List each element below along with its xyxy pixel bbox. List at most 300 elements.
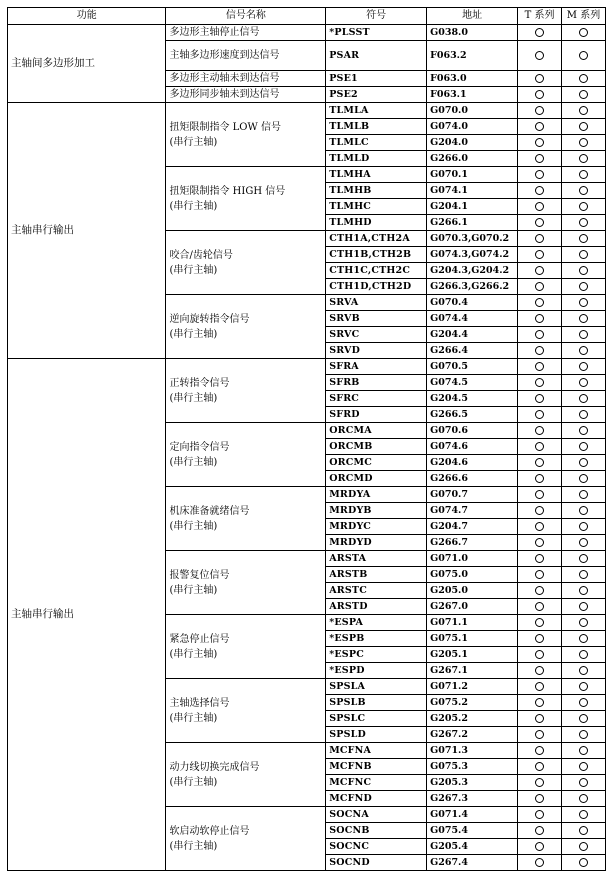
circle-mark-icon [579,650,588,659]
signal-name-cell [166,487,326,551]
symbol-cell: SPSLC [326,711,427,727]
table-row [8,359,606,375]
circle-mark-icon [535,442,544,451]
signal-name-line: 多边形同步轴未到达信号 [169,89,280,100]
symbol-cell: CTH1B,CTH2B [326,247,427,263]
circle-mark-icon [579,522,588,531]
m-series-cell [562,439,606,455]
address-cell: G070.7 [427,487,518,503]
address-cell: G267.0 [427,599,518,615]
symbol-cell: SPSLD [326,727,427,743]
m-series-cell [562,407,606,423]
function-cell: 主轴串行输出 [8,359,166,871]
circle-mark-icon [535,186,544,195]
m-series-cell [562,471,606,487]
circle-mark-icon [535,282,544,291]
circle-mark-icon [535,394,544,403]
t-series-cell [518,151,562,167]
m-series-cell [562,695,606,711]
t-series-cell [518,119,562,135]
t-series-cell [518,407,562,423]
circle-mark-icon [579,810,588,819]
address-cell: G070.0 [427,103,518,119]
m-series-cell [562,135,606,151]
symbol-cell: TLMHC [326,199,427,215]
address-cell: F063.2 [427,41,518,71]
address-cell: G074.7 [427,503,518,519]
circle-mark-icon [579,106,588,115]
header-function: 功能 [8,8,166,25]
circle-mark-icon [535,90,544,99]
symbol-cell: PSE2 [326,87,427,103]
address-cell: G071.1 [427,615,518,631]
circle-mark-icon [579,714,588,723]
signal-name-line: (串行主轴) [169,264,218,276]
circle-mark-icon [579,762,588,771]
symbol-cell: MCFND [326,791,427,807]
circle-mark-icon [579,122,588,131]
symbol-cell: ARSTD [326,599,427,615]
t-series-cell [518,311,562,327]
circle-mark-icon [579,234,588,243]
address-cell: G071.4 [427,807,518,823]
signal-name-line: 主轴多边形速度到达信号 [169,49,280,61]
circle-mark-icon [535,298,544,307]
t-series-cell [518,567,562,583]
circle-mark-icon [535,378,544,387]
symbol-cell: SFRC [326,391,427,407]
symbol-cell: TLMLD [326,151,427,167]
symbol-cell: ORCMC [326,455,427,471]
signal-name-line: 机床准备就绪信号 [169,505,250,517]
m-series-cell [562,615,606,631]
t-series-cell [518,231,562,247]
circle-mark-icon [579,826,588,835]
circle-mark-icon [535,618,544,627]
circle-mark-icon [579,218,588,227]
signal-name-line: 多边形主轴停止信号 [169,27,260,38]
signal-name-line: (串行主轴) [169,456,218,468]
t-series-cell [518,807,562,823]
address-cell: G071.0 [427,551,518,567]
t-series-cell [518,25,562,41]
t-series-cell [518,519,562,535]
t-series-cell [518,423,562,439]
circle-mark-icon [535,410,544,419]
signal-name-cell [166,359,326,423]
signal-name-line: (串行主轴) [169,392,218,404]
symbol-cell: TLMLC [326,135,427,151]
circle-mark-icon [579,698,588,707]
circle-mark-icon [579,490,588,499]
signal-name-line: (串行主轴) [169,328,218,340]
m-series-cell [562,423,606,439]
t-series-cell [518,695,562,711]
address-cell: G204.4 [427,327,518,343]
m-series-cell [562,567,606,583]
header-symbol: 符号 [326,8,427,25]
address-cell: G075.1 [427,631,518,647]
signal-name-cell [166,551,326,615]
address-cell: G070.5 [427,359,518,375]
circle-mark-icon [579,314,588,323]
address-cell: G075.4 [427,823,518,839]
address-cell: G070.4 [427,295,518,311]
circle-mark-icon [579,666,588,675]
symbol-cell: TLMHD [326,215,427,231]
symbol-cell: TLMHB [326,183,427,199]
t-series-cell [518,455,562,471]
address-cell: F063.0 [427,71,518,87]
symbol-cell: SPSLA [326,679,427,695]
t-series-cell [518,167,562,183]
circle-mark-icon [579,794,588,803]
address-cell: G266.1 [427,215,518,231]
m-series-cell [562,231,606,247]
t-series-cell [518,103,562,119]
circle-mark-icon [535,650,544,659]
function-cell: 主轴串行输出 [8,103,166,359]
circle-mark-icon [579,410,588,419]
address-cell: G266.6 [427,471,518,487]
address-cell: G205.1 [427,647,518,663]
t-series-cell [518,791,562,807]
t-series-cell [518,487,562,503]
address-cell: G266.3,G266.2 [427,279,518,295]
table-body [8,25,606,871]
symbol-cell: MCFNC [326,775,427,791]
m-series-cell [562,199,606,215]
signal-name-cell [166,25,326,41]
signal-name-line: 逆向旋转指令信号 [169,313,250,325]
m-series-cell [562,103,606,119]
signal-table [7,7,606,871]
address-cell: G074.3,G074.2 [427,247,518,263]
circle-mark-icon [579,378,588,387]
t-series-cell [518,439,562,455]
t-series-cell [518,247,562,263]
signal-name-cell [166,71,326,87]
circle-mark-icon [579,778,588,787]
circle-mark-icon [535,362,544,371]
address-cell: G205.0 [427,583,518,599]
address-cell: G266.0 [427,151,518,167]
address-cell: G204.6 [427,455,518,471]
symbol-cell: TLMHA [326,167,427,183]
circle-mark-icon [579,506,588,515]
address-cell: G205.3 [427,775,518,791]
m-series-cell [562,583,606,599]
circle-mark-icon [535,666,544,675]
t-series-cell [518,375,562,391]
symbol-cell: SFRB [326,375,427,391]
header-address: 地址 [427,8,518,25]
table-header-row [8,8,606,25]
t-series-cell [518,183,562,199]
symbol-cell: ARSTC [326,583,427,599]
t-series-cell [518,359,562,375]
address-cell: G204.3,G204.2 [427,263,518,279]
symbol-cell: MRDYC [326,519,427,535]
address-cell: G070.6 [427,423,518,439]
t-series-cell [518,631,562,647]
circle-mark-icon [535,762,544,771]
circle-mark-icon [579,346,588,355]
signal-name-cell [166,295,326,359]
circle-mark-icon [579,538,588,547]
circle-mark-icon [535,346,544,355]
circle-mark-icon [535,474,544,483]
circle-mark-icon [535,602,544,611]
circle-mark-icon [535,554,544,563]
m-series-cell [562,631,606,647]
address-cell: G267.1 [427,663,518,679]
m-series-cell [562,151,606,167]
m-series-cell [562,711,606,727]
m-series-cell [562,823,606,839]
m-series-cell [562,263,606,279]
circle-mark-icon [535,714,544,723]
circle-mark-icon [535,506,544,515]
circle-mark-icon [535,122,544,131]
circle-mark-icon [535,250,544,259]
m-series-cell [562,743,606,759]
m-series-cell [562,551,606,567]
circle-mark-icon [535,490,544,499]
symbol-cell: SOCNA [326,807,427,823]
address-cell: G074.0 [427,119,518,135]
t-series-cell [518,503,562,519]
table-row [8,103,606,119]
symbol-cell: TLMLB [326,119,427,135]
t-series-cell [518,135,562,151]
circle-mark-icon [535,426,544,435]
signal-name-line: 定向指令信号 [169,441,230,453]
t-series-cell [518,279,562,295]
circle-mark-icon [535,170,544,179]
m-series-cell [562,535,606,551]
circle-mark-icon [535,74,544,83]
circle-mark-icon [535,458,544,467]
signal-name-line: 软启动软停止信号 [169,825,250,837]
address-cell: G070.3,G070.2 [427,231,518,247]
m-series-cell [562,119,606,135]
circle-mark-icon [579,570,588,579]
circle-mark-icon [535,586,544,595]
signal-name-cell [166,743,326,807]
symbol-cell: ORCMD [326,471,427,487]
circle-mark-icon [535,730,544,739]
circle-mark-icon [579,154,588,163]
signal-name-cell [166,807,326,871]
circle-mark-icon [535,202,544,211]
m-series-cell [562,807,606,823]
m-series-cell [562,87,606,103]
circle-mark-icon [535,570,544,579]
circle-mark-icon [579,842,588,851]
address-cell: F063.1 [427,87,518,103]
t-series-cell [518,615,562,631]
address-cell: G071.3 [427,743,518,759]
t-series-cell [518,87,562,103]
symbol-cell: CTH1A,CTH2A [326,231,427,247]
circle-mark-icon [579,858,588,867]
symbol-cell: *ESPB [326,631,427,647]
m-series-cell [562,775,606,791]
t-series-cell [518,743,562,759]
circle-mark-icon [535,794,544,803]
t-series-cell [518,583,562,599]
symbol-cell: SRVB [326,311,427,327]
circle-mark-icon [579,602,588,611]
signal-name-cell [166,679,326,743]
circle-mark-icon [535,330,544,339]
symbol-cell: MCFNA [326,743,427,759]
circle-mark-icon [579,442,588,451]
signal-name-cell [166,41,326,71]
t-series-cell [518,199,562,215]
t-series-cell [518,215,562,231]
circle-mark-icon [579,186,588,195]
symbol-cell: PSE1 [326,71,427,87]
m-series-cell [562,727,606,743]
t-series-cell [518,41,562,71]
t-series-cell [518,295,562,311]
m-series-cell [562,839,606,855]
address-cell: G266.4 [427,343,518,359]
symbol-cell: ORCMB [326,439,427,455]
address-cell: G205.2 [427,711,518,727]
signal-name-line: (串行主轴) [169,520,218,532]
circle-mark-icon [579,202,588,211]
symbol-cell: PSAR [326,41,427,71]
circle-mark-icon [579,554,588,563]
address-cell: G070.1 [427,167,518,183]
signal-name-cell [166,103,326,167]
circle-mark-icon [535,698,544,707]
m-series-cell [562,183,606,199]
t-series-cell [518,823,562,839]
signal-name-line: (串行主轴) [169,648,218,660]
symbol-cell: MRDYD [326,535,427,551]
circle-mark-icon [579,746,588,755]
m-series-cell [562,295,606,311]
m-series-cell [562,599,606,615]
circle-mark-icon [579,458,588,467]
m-series-cell [562,71,606,87]
t-series-cell [518,679,562,695]
circle-mark-icon [535,522,544,531]
m-series-cell [562,503,606,519]
circle-mark-icon [535,746,544,755]
circle-mark-icon [535,154,544,163]
t-series-cell [518,647,562,663]
signal-name-line: (串行主轴) [169,200,218,212]
circle-mark-icon [579,586,588,595]
signal-name-line: 紧急停止信号 [169,633,230,645]
m-series-cell [562,167,606,183]
circle-mark-icon [579,298,588,307]
t-series-cell [518,391,562,407]
symbol-cell: SRVD [326,343,427,359]
circle-mark-icon [579,282,588,291]
symbol-cell: SFRA [326,359,427,375]
symbol-cell: *ESPC [326,647,427,663]
circle-mark-icon [535,634,544,643]
signal-name-line: (串行主轴) [169,776,218,788]
address-cell: G074.5 [427,375,518,391]
circle-mark-icon [579,730,588,739]
m-series-cell [562,311,606,327]
header-m-series: M 系列 [562,8,606,25]
address-cell: G071.2 [427,679,518,695]
m-series-cell [562,455,606,471]
header-t-series: T 系列 [518,8,562,25]
address-cell: G267.3 [427,791,518,807]
circle-mark-icon [579,138,588,147]
t-series-cell [518,535,562,551]
table-row [8,25,606,41]
m-series-cell [562,663,606,679]
signal-name-line: 扭矩限制指令 HIGH 信号 [169,185,286,197]
m-series-cell [562,41,606,71]
address-cell: G204.0 [427,135,518,151]
circle-mark-icon [579,170,588,179]
circle-mark-icon [579,90,588,99]
symbol-cell: *ESPD [326,663,427,679]
symbol-cell: SFRD [326,407,427,423]
signal-name-line: (串行主轴) [169,584,218,596]
address-cell: G204.1 [427,199,518,215]
circle-mark-icon [579,474,588,483]
signal-name-cell [166,615,326,679]
signal-name-line: 报警复位信号 [169,569,230,581]
signal-table-wrapper [7,7,606,871]
circle-mark-icon [535,266,544,275]
m-series-cell [562,647,606,663]
circle-mark-icon [535,778,544,787]
circle-mark-icon [579,682,588,691]
circle-mark-icon [535,138,544,147]
circle-mark-icon [535,538,544,547]
t-series-cell [518,263,562,279]
circle-mark-icon [579,51,588,60]
circle-mark-icon [579,634,588,643]
symbol-cell: TLMLA [326,103,427,119]
m-series-cell [562,359,606,375]
m-series-cell [562,855,606,871]
circle-mark-icon [579,426,588,435]
signal-name-cell [166,231,326,295]
circle-mark-icon [579,250,588,259]
symbol-cell: SOCNC [326,839,427,855]
symbol-cell: SRVA [326,295,427,311]
symbol-cell: SPSLB [326,695,427,711]
circle-mark-icon [535,682,544,691]
m-series-cell [562,247,606,263]
address-cell: G074.1 [427,183,518,199]
symbol-cell: *PLSST [326,25,427,41]
m-series-cell [562,375,606,391]
signal-name-line: 多边形主动轴未到达信号 [169,73,280,84]
t-series-cell [518,839,562,855]
t-series-cell [518,775,562,791]
m-series-cell [562,25,606,41]
address-cell: G266.7 [427,535,518,551]
circle-mark-icon [579,330,588,339]
circle-mark-icon [535,858,544,867]
header-signal-name: 信号名称 [166,8,326,25]
